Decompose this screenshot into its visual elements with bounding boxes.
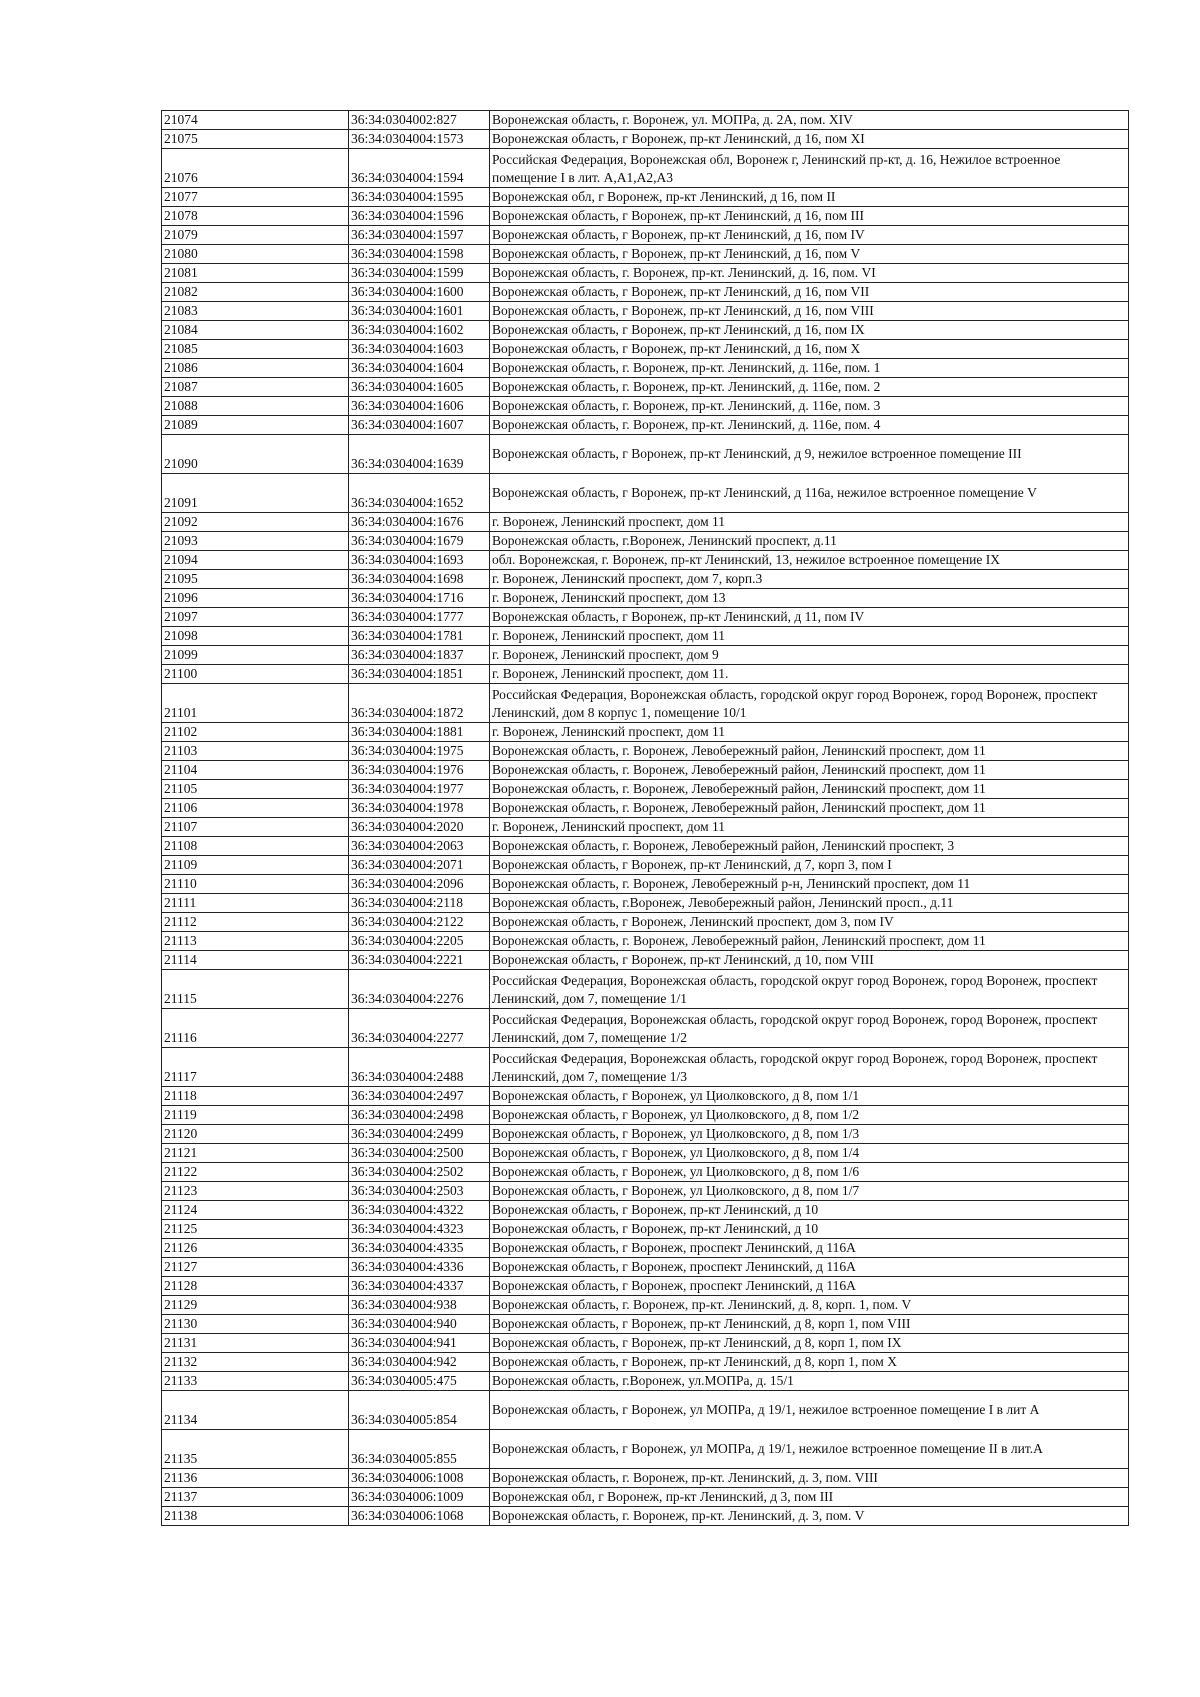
table-row xyxy=(162,761,1129,780)
address-cell: Воронежская область, г. Воронеж, Левобережный район, Ленинский проспект, дом 11 xyxy=(490,761,1129,780)
row-number-cell: 21107 xyxy=(162,818,349,837)
cadastral-number-cell: 36:34:0304004:2221 xyxy=(349,951,490,970)
address-cell: Воронежская область, г Воронеж, пр-кт Ленинский, д 10 xyxy=(490,1201,1129,1220)
address-cell: Воронежская область, г Воронеж, проспект Ленинский, д 116А xyxy=(490,1277,1129,1296)
table-row xyxy=(162,188,1129,207)
row-number-cell: 21104 xyxy=(162,761,349,780)
address-cell: Воронежская область, г.Воронеж, Левобережный район, Ленинский просп., д.11 xyxy=(490,894,1129,913)
table-row xyxy=(162,283,1129,302)
table-row xyxy=(162,799,1129,818)
address-cell: Воронежская область, г. Воронеж, Левобережный район, Ленинский проспект, дом 11 xyxy=(490,932,1129,951)
table-row xyxy=(162,130,1129,149)
address-cell: Воронежская область, г Воронеж, ул МОПРа, д 19/1, нежилое встроенное помещение II в лит.А xyxy=(490,1430,1129,1469)
table-row xyxy=(162,646,1129,665)
table-row xyxy=(162,1125,1129,1144)
cadastral-number-cell: 36:34:0304004:2020 xyxy=(349,818,490,837)
cadastral-number-cell: 36:34:0304004:2118 xyxy=(349,894,490,913)
cadastral-number-cell: 36:34:0304004:2500 xyxy=(349,1144,490,1163)
table-row xyxy=(162,1391,1129,1430)
table-row xyxy=(162,302,1129,321)
address-cell: Воронежская область, г Воронеж, ул Циолковского, д 8, пом 1/3 xyxy=(490,1125,1129,1144)
address-cell: Воронежская область, г. Воронеж, пр-кт. Ленинский, д. 8, корп. 1, пом. V xyxy=(490,1296,1129,1315)
table-row xyxy=(162,226,1129,245)
address-cell: Воронежская область, г Воронеж, пр-кт Ленинский, д 11, пом IV xyxy=(490,608,1129,627)
cadastral-number-cell: 36:34:0304004:941 xyxy=(349,1334,490,1353)
row-number-cell: 21114 xyxy=(162,951,349,970)
address-cell: Воронежская область, г Воронеж, ул Циолковского, д 8, пом 1/1 xyxy=(490,1087,1129,1106)
address-cell: Воронежская область, г. Воронеж, пр-кт. Ленинский, д. 116е, пом. 4 xyxy=(490,416,1129,435)
row-number-cell: 21134 xyxy=(162,1391,349,1430)
cadastral-number-cell: 36:34:0304005:475 xyxy=(349,1372,490,1391)
cadastral-number-cell: 36:34:0304006:1008 xyxy=(349,1469,490,1488)
cadastral-number-cell: 36:34:0304004:1639 xyxy=(349,435,490,474)
address-cell: Воронежская область, г. Воронеж, пр-кт. Ленинский, д. 116е, пом. 2 xyxy=(490,378,1129,397)
row-number-cell: 21133 xyxy=(162,1372,349,1391)
table-row xyxy=(162,742,1129,761)
table-row xyxy=(162,551,1129,570)
address-cell: Воронежская область, г Воронеж, пр-кт Ленинский, д 8, корп 1, пом IX xyxy=(490,1334,1129,1353)
table-row xyxy=(162,1469,1129,1488)
table-row xyxy=(162,1488,1129,1507)
address-cell: г. Воронеж, Ленинский проспект, дом 11 xyxy=(490,723,1129,742)
cadastral-number-cell: 36:34:0304004:1596 xyxy=(349,207,490,226)
row-number-cell: 21098 xyxy=(162,627,349,646)
address-cell: г. Воронеж, Ленинский проспект, дом 11 xyxy=(490,513,1129,532)
row-number-cell: 21118 xyxy=(162,1087,349,1106)
cadastral-number-cell: 36:34:0304004:942 xyxy=(349,1353,490,1372)
address-cell: г. Воронеж, Ленинский проспект, дом 13 xyxy=(490,589,1129,608)
address-cell: Воронежская область, г Воронеж, пр-кт Ленинский, д 10, пом VIII xyxy=(490,951,1129,970)
table-row xyxy=(162,856,1129,875)
cadastral-number-cell: 36:34:0304004:1976 xyxy=(349,761,490,780)
address-cell: Воронежская область, г Воронеж, пр-кт Ленинский, д 10 xyxy=(490,1220,1129,1239)
cadastral-number-cell: 36:34:0304004:4335 xyxy=(349,1239,490,1258)
cadastral-number-cell: 36:34:0304004:2503 xyxy=(349,1182,490,1201)
row-number-cell: 21123 xyxy=(162,1182,349,1201)
table-row xyxy=(162,397,1129,416)
registry-body xyxy=(162,111,1129,1526)
table-row xyxy=(162,608,1129,627)
address-cell: Воронежская область, г Воронеж, пр-кт Ленинский, д 16, пом VII xyxy=(490,283,1129,302)
table-row xyxy=(162,913,1129,932)
cadastral-number-cell: 36:34:0304004:4336 xyxy=(349,1258,490,1277)
address-cell: обл. Воронежская, г. Воронеж, пр-кт Ленинский, 13, нежилое встроенное помещение IX xyxy=(490,551,1129,570)
cadastral-number-cell: 36:34:0304004:1881 xyxy=(349,723,490,742)
table-row xyxy=(162,1201,1129,1220)
address-cell: Воронежская область, г Воронеж, проспект Ленинский, д 116А xyxy=(490,1239,1129,1258)
table-row xyxy=(162,378,1129,397)
address-cell: Воронежская область, г Воронеж, пр-кт Ленинский, д 116а, нежилое встроенное помещение V xyxy=(490,474,1129,513)
table-row xyxy=(162,1009,1129,1048)
row-number-cell: 21078 xyxy=(162,207,349,226)
cadastral-number-cell: 36:34:0304004:2498 xyxy=(349,1106,490,1125)
address-cell: Воронежская область, г Воронеж, пр-кт Ленинский, д 16, пом IX xyxy=(490,321,1129,340)
row-number-cell: 21136 xyxy=(162,1469,349,1488)
row-number-cell: 21086 xyxy=(162,359,349,378)
table-row xyxy=(162,875,1129,894)
row-number-cell: 21074 xyxy=(162,111,349,130)
cadastral-number-cell: 36:34:0304006:1009 xyxy=(349,1488,490,1507)
table-row xyxy=(162,1182,1129,1201)
row-number-cell: 21113 xyxy=(162,932,349,951)
address-cell: Воронежская область, г Воронеж, ул Циолковского, д 8, пом 1/7 xyxy=(490,1182,1129,1201)
cadastral-number-cell: 36:34:0304004:1977 xyxy=(349,780,490,799)
row-number-cell: 21126 xyxy=(162,1239,349,1258)
table-row xyxy=(162,1239,1129,1258)
cadastral-number-cell: 36:34:0304005:855 xyxy=(349,1430,490,1469)
cadastral-number-cell: 36:34:0304004:2071 xyxy=(349,856,490,875)
row-number-cell: 21092 xyxy=(162,513,349,532)
address-cell: Воронежская область, г Воронеж, пр-кт Ленинский, д 8, корп 1, пом VIII xyxy=(490,1315,1129,1334)
cadastral-number-cell: 36:34:0304004:4323 xyxy=(349,1220,490,1239)
row-number-cell: 21132 xyxy=(162,1353,349,1372)
row-number-cell: 21096 xyxy=(162,589,349,608)
table-row xyxy=(162,207,1129,226)
row-number-cell: 21079 xyxy=(162,226,349,245)
table-row xyxy=(162,264,1129,283)
address-cell: Российская Федерация, Воронежская область, городской округ город Воронеж, город Воронеж, проспект Ленинский, дом 8 корпус 1, помещение 10/1 xyxy=(490,684,1129,723)
cadastral-number-cell: 36:34:0304004:2205 xyxy=(349,932,490,951)
cadastral-number-cell: 36:34:0304004:1600 xyxy=(349,283,490,302)
address-cell: г. Воронеж, Ленинский проспект, дом 9 xyxy=(490,646,1129,665)
table-row xyxy=(162,1087,1129,1106)
cadastral-number-cell: 36:34:0304004:1676 xyxy=(349,513,490,532)
row-number-cell: 21106 xyxy=(162,799,349,818)
table-row xyxy=(162,1144,1129,1163)
row-number-cell: 21103 xyxy=(162,742,349,761)
cadastral-number-cell: 36:34:0304004:1652 xyxy=(349,474,490,513)
address-cell: Воронежская область, г Воронеж, пр-кт Ленинский, д 8, корп 1, пом X xyxy=(490,1353,1129,1372)
address-cell: Воронежская область, г Воронеж, проспект Ленинский, д 116А xyxy=(490,1258,1129,1277)
row-number-cell: 21111 xyxy=(162,894,349,913)
address-cell: г. Воронеж, Ленинский проспект, дом 11 xyxy=(490,818,1129,837)
address-cell: Воронежская область, г Воронеж, Ленинский проспект, дом 3, пом IV xyxy=(490,913,1129,932)
address-cell: Воронежская обл, г Воронеж, пр-кт Ленинский, д 3, пом III xyxy=(490,1488,1129,1507)
cadastral-number-cell: 36:34:0304004:2488 xyxy=(349,1048,490,1087)
table-row xyxy=(162,1372,1129,1391)
cadastral-number-cell: 36:34:0304004:1605 xyxy=(349,378,490,397)
row-number-cell: 21128 xyxy=(162,1277,349,1296)
cadastral-number-cell: 36:34:0304004:1601 xyxy=(349,302,490,321)
cadastral-number-cell: 36:34:0304004:1599 xyxy=(349,264,490,283)
property-registry-table xyxy=(161,110,1129,1526)
row-number-cell: 21109 xyxy=(162,856,349,875)
row-number-cell: 21110 xyxy=(162,875,349,894)
row-number-cell: 21101 xyxy=(162,684,349,723)
table-row xyxy=(162,474,1129,513)
row-number-cell: 21122 xyxy=(162,1163,349,1182)
cadastral-number-cell: 36:34:0304004:940 xyxy=(349,1315,490,1334)
table-row xyxy=(162,1048,1129,1087)
address-cell: Воронежская область, г. Воронеж, ул. МОПРа, д. 2А, пом. XIV xyxy=(490,111,1129,130)
table-row xyxy=(162,818,1129,837)
address-cell: Воронежская область, г Воронеж, ул Циолковского, д 8, пом 1/4 xyxy=(490,1144,1129,1163)
table-row xyxy=(162,684,1129,723)
table-row xyxy=(162,1296,1129,1315)
row-number-cell: 21077 xyxy=(162,188,349,207)
table-row xyxy=(162,723,1129,742)
cadastral-number-cell: 36:34:0304004:1851 xyxy=(349,665,490,684)
address-cell: Воронежская область, г. Воронеж, пр-кт. Ленинский, д. 116е, пом. 1 xyxy=(490,359,1129,378)
table-row xyxy=(162,1163,1129,1182)
row-number-cell: 21131 xyxy=(162,1334,349,1353)
row-number-cell: 21138 xyxy=(162,1507,349,1526)
row-number-cell: 21100 xyxy=(162,665,349,684)
row-number-cell: 21125 xyxy=(162,1220,349,1239)
cadastral-number-cell: 36:34:0304004:2063 xyxy=(349,837,490,856)
table-row xyxy=(162,359,1129,378)
row-number-cell: 21093 xyxy=(162,532,349,551)
row-number-cell: 21105 xyxy=(162,780,349,799)
cadastral-number-cell: 36:34:0304004:1573 xyxy=(349,130,490,149)
cadastral-number-cell: 36:34:0304004:1595 xyxy=(349,188,490,207)
table-row xyxy=(162,149,1129,188)
cadastral-number-cell: 36:34:0304004:4322 xyxy=(349,1201,490,1220)
row-number-cell: 21082 xyxy=(162,283,349,302)
cadastral-number-cell: 36:34:0304004:4337 xyxy=(349,1277,490,1296)
row-number-cell: 21085 xyxy=(162,340,349,359)
cadastral-number-cell: 36:34:0304004:1975 xyxy=(349,742,490,761)
address-cell: Воронежская область, г Воронеж, пр-кт Ленинский, д 7, корп 3, пом I xyxy=(490,856,1129,875)
table-row xyxy=(162,1315,1129,1334)
address-cell: Российская Федерация, Воронежская область, городской округ город Воронеж, город Воронеж, проспект Ленинский, дом 7, помещение 1/2 xyxy=(490,1009,1129,1048)
row-number-cell: 21076 xyxy=(162,149,349,188)
cadastral-number-cell: 36:34:0304004:2096 xyxy=(349,875,490,894)
table-row xyxy=(162,1258,1129,1277)
cadastral-number-cell: 36:34:0304004:1693 xyxy=(349,551,490,570)
row-number-cell: 21089 xyxy=(162,416,349,435)
cadastral-number-cell: 36:34:0304004:2122 xyxy=(349,913,490,932)
cadastral-number-cell: 36:34:0304004:1872 xyxy=(349,684,490,723)
table-row xyxy=(162,894,1129,913)
address-cell: Воронежская область, г.Воронеж, ул.МОПРа, д. 15/1 xyxy=(490,1372,1129,1391)
row-number-cell: 21129 xyxy=(162,1296,349,1315)
address-cell: Воронежская область, г Воронеж, ул МОПРа, д 19/1, нежилое встроенное помещение I в лит А xyxy=(490,1391,1129,1430)
address-cell: Воронежская область, г Воронеж, пр-кт Ленинский, д 16, пом X xyxy=(490,340,1129,359)
address-cell: Воронежская область, г. Воронеж, Левобережный район, Ленинский проспект, дом 11 xyxy=(490,799,1129,818)
address-cell: Воронежская область, г. Воронеж, пр-кт. Ленинский, д. 16, пом. VI xyxy=(490,264,1129,283)
row-number-cell: 21135 xyxy=(162,1430,349,1469)
row-number-cell: 21115 xyxy=(162,970,349,1009)
cadastral-number-cell: 36:34:0304006:1068 xyxy=(349,1507,490,1526)
cadastral-number-cell: 36:34:0304004:1604 xyxy=(349,359,490,378)
row-number-cell: 21095 xyxy=(162,570,349,589)
address-cell: Воронежская область, г. Воронеж, пр-кт. Ленинский, д. 3, пом. VIII xyxy=(490,1469,1129,1488)
row-number-cell: 21081 xyxy=(162,264,349,283)
table-row xyxy=(162,1334,1129,1353)
cadastral-number-cell: 36:34:0304004:1978 xyxy=(349,799,490,818)
table-row xyxy=(162,1106,1129,1125)
address-cell: г. Воронеж, Ленинский проспект, дом 7, корп.3 xyxy=(490,570,1129,589)
address-cell: Воронежская обл, г Воронеж, пр-кт Ленинский, д 16, пом II xyxy=(490,188,1129,207)
table-row xyxy=(162,665,1129,684)
address-cell: Воронежская область, г. Воронеж, Левобережный р-н, Ленинский проспект, дом 11 xyxy=(490,875,1129,894)
table-row xyxy=(162,1277,1129,1296)
cadastral-number-cell: 36:34:0304004:1781 xyxy=(349,627,490,646)
cadastral-number-cell: 36:34:0304004:1607 xyxy=(349,416,490,435)
cadastral-number-cell: 36:34:0304004:2276 xyxy=(349,970,490,1009)
table-row xyxy=(162,780,1129,799)
address-cell: Воронежская область, г Воронеж, пр-кт Ленинский, д 16, пом IV xyxy=(490,226,1129,245)
cadastral-number-cell: 36:34:0304004:1598 xyxy=(349,245,490,264)
row-number-cell: 21088 xyxy=(162,397,349,416)
table-row xyxy=(162,837,1129,856)
cadastral-number-cell: 36:34:0304004:938 xyxy=(349,1296,490,1315)
table-row xyxy=(162,1430,1129,1469)
row-number-cell: 21097 xyxy=(162,608,349,627)
cadastral-number-cell: 36:34:0304004:1837 xyxy=(349,646,490,665)
cadastral-number-cell: 36:34:0304004:1698 xyxy=(349,570,490,589)
address-cell: Воронежская область, г Воронеж, пр-кт Ленинский, д 9, нежилое встроенное помещение III xyxy=(490,435,1129,474)
cadastral-number-cell: 36:34:0304004:1606 xyxy=(349,397,490,416)
table-row xyxy=(162,321,1129,340)
table-row xyxy=(162,340,1129,359)
row-number-cell: 21130 xyxy=(162,1315,349,1334)
row-number-cell: 21094 xyxy=(162,551,349,570)
row-number-cell: 21075 xyxy=(162,130,349,149)
table-row xyxy=(162,1507,1129,1526)
row-number-cell: 21083 xyxy=(162,302,349,321)
address-cell: Воронежская область, г. Воронеж, Левобережный район, Ленинский проспект, дом 11 xyxy=(490,742,1129,761)
cadastral-number-cell: 36:34:0304004:2497 xyxy=(349,1087,490,1106)
row-number-cell: 21137 xyxy=(162,1488,349,1507)
row-number-cell: 21127 xyxy=(162,1258,349,1277)
row-number-cell: 21084 xyxy=(162,321,349,340)
address-cell: г. Воронеж, Ленинский проспект, дом 11. xyxy=(490,665,1129,684)
row-number-cell: 21087 xyxy=(162,378,349,397)
address-cell: Воронежская область, г Воронеж, пр-кт Ленинский, д 16, пом XI xyxy=(490,130,1129,149)
row-number-cell: 21108 xyxy=(162,837,349,856)
table-row xyxy=(162,1353,1129,1372)
address-cell: Воронежская область, г Воронеж, ул Циолковского, д 8, пом 1/2 xyxy=(490,1106,1129,1125)
address-cell: Воронежская область, г Воронеж, пр-кт Ленинский, д 16, пом III xyxy=(490,207,1129,226)
table-row xyxy=(162,416,1129,435)
address-cell: Российская Федерация, Воронежская область, городской округ город Воронеж, город Воронеж, проспект Ленинский, дом 7, помещение 1/1 xyxy=(490,970,1129,1009)
table-row xyxy=(162,570,1129,589)
row-number-cell: 21124 xyxy=(162,1201,349,1220)
table-row xyxy=(162,245,1129,264)
row-number-cell: 21121 xyxy=(162,1144,349,1163)
row-number-cell: 21102 xyxy=(162,723,349,742)
cadastral-number-cell: 36:34:0304002:827 xyxy=(349,111,490,130)
cadastral-number-cell: 36:34:0304004:2499 xyxy=(349,1125,490,1144)
table-row xyxy=(162,532,1129,551)
row-number-cell: 21117 xyxy=(162,1048,349,1087)
row-number-cell: 21112 xyxy=(162,913,349,932)
address-cell: г. Воронеж, Ленинский проспект, дом 11 xyxy=(490,627,1129,646)
address-cell: Воронежская область, г. Воронеж, пр-кт. Ленинский, д. 3, пом. V xyxy=(490,1507,1129,1526)
cadastral-number-cell: 36:34:0304004:1679 xyxy=(349,532,490,551)
table-row xyxy=(162,111,1129,130)
table-row xyxy=(162,970,1129,1009)
table-row xyxy=(162,951,1129,970)
address-cell: Воронежская область, г Воронеж, пр-кт Ленинский, д 16, пом V xyxy=(490,245,1129,264)
address-cell: Воронежская область, г Воронеж, пр-кт Ленинский, д 16, пом VIII xyxy=(490,302,1129,321)
cadastral-number-cell: 36:34:0304004:1716 xyxy=(349,589,490,608)
row-number-cell: 21116 xyxy=(162,1009,349,1048)
row-number-cell: 21119 xyxy=(162,1106,349,1125)
row-number-cell: 21099 xyxy=(162,646,349,665)
cadastral-number-cell: 36:34:0304004:1777 xyxy=(349,608,490,627)
table-row xyxy=(162,1220,1129,1239)
address-cell: Воронежская область, г.Воронеж, Ленинский проспект, д.11 xyxy=(490,532,1129,551)
cadastral-number-cell: 36:34:0304005:854 xyxy=(349,1391,490,1430)
cadastral-number-cell: 36:34:0304004:1597 xyxy=(349,226,490,245)
address-cell: Воронежская область, г. Воронеж, Левобережный район, Ленинский проспект, дом 11 xyxy=(490,780,1129,799)
row-number-cell: 21090 xyxy=(162,435,349,474)
table-row xyxy=(162,435,1129,474)
table-row xyxy=(162,589,1129,608)
table-row xyxy=(162,627,1129,646)
cadastral-number-cell: 36:34:0304004:2277 xyxy=(349,1009,490,1048)
cadastral-number-cell: 36:34:0304004:1594 xyxy=(349,149,490,188)
cadastral-number-cell: 36:34:0304004:1602 xyxy=(349,321,490,340)
row-number-cell: 21091 xyxy=(162,474,349,513)
cadastral-number-cell: 36:34:0304004:1603 xyxy=(349,340,490,359)
address-cell: Воронежская область, г. Воронеж, Левобережный район, Ленинский проспект, 3 xyxy=(490,837,1129,856)
table-row xyxy=(162,513,1129,532)
address-cell: Воронежская область, г. Воронеж, пр-кт. Ленинский, д. 116е, пом. 3 xyxy=(490,397,1129,416)
address-cell: Российская Федерация, Воронежская обл, Воронеж г, Ленинский пр-кт, д. 16, Нежилое встроенное помещение I в лит. А,А1,А2,А3 xyxy=(490,149,1129,188)
table-row xyxy=(162,932,1129,951)
row-number-cell: 21120 xyxy=(162,1125,349,1144)
row-number-cell: 21080 xyxy=(162,245,349,264)
address-cell: Российская Федерация, Воронежская область, городской округ город Воронеж, город Воронеж, проспект Ленинский, дом 7, помещение 1/3 xyxy=(490,1048,1129,1087)
address-cell: Воронежская область, г Воронеж, ул Циолковского, д 8, пом 1/6 xyxy=(490,1163,1129,1182)
cadastral-number-cell: 36:34:0304004:2502 xyxy=(349,1163,490,1182)
